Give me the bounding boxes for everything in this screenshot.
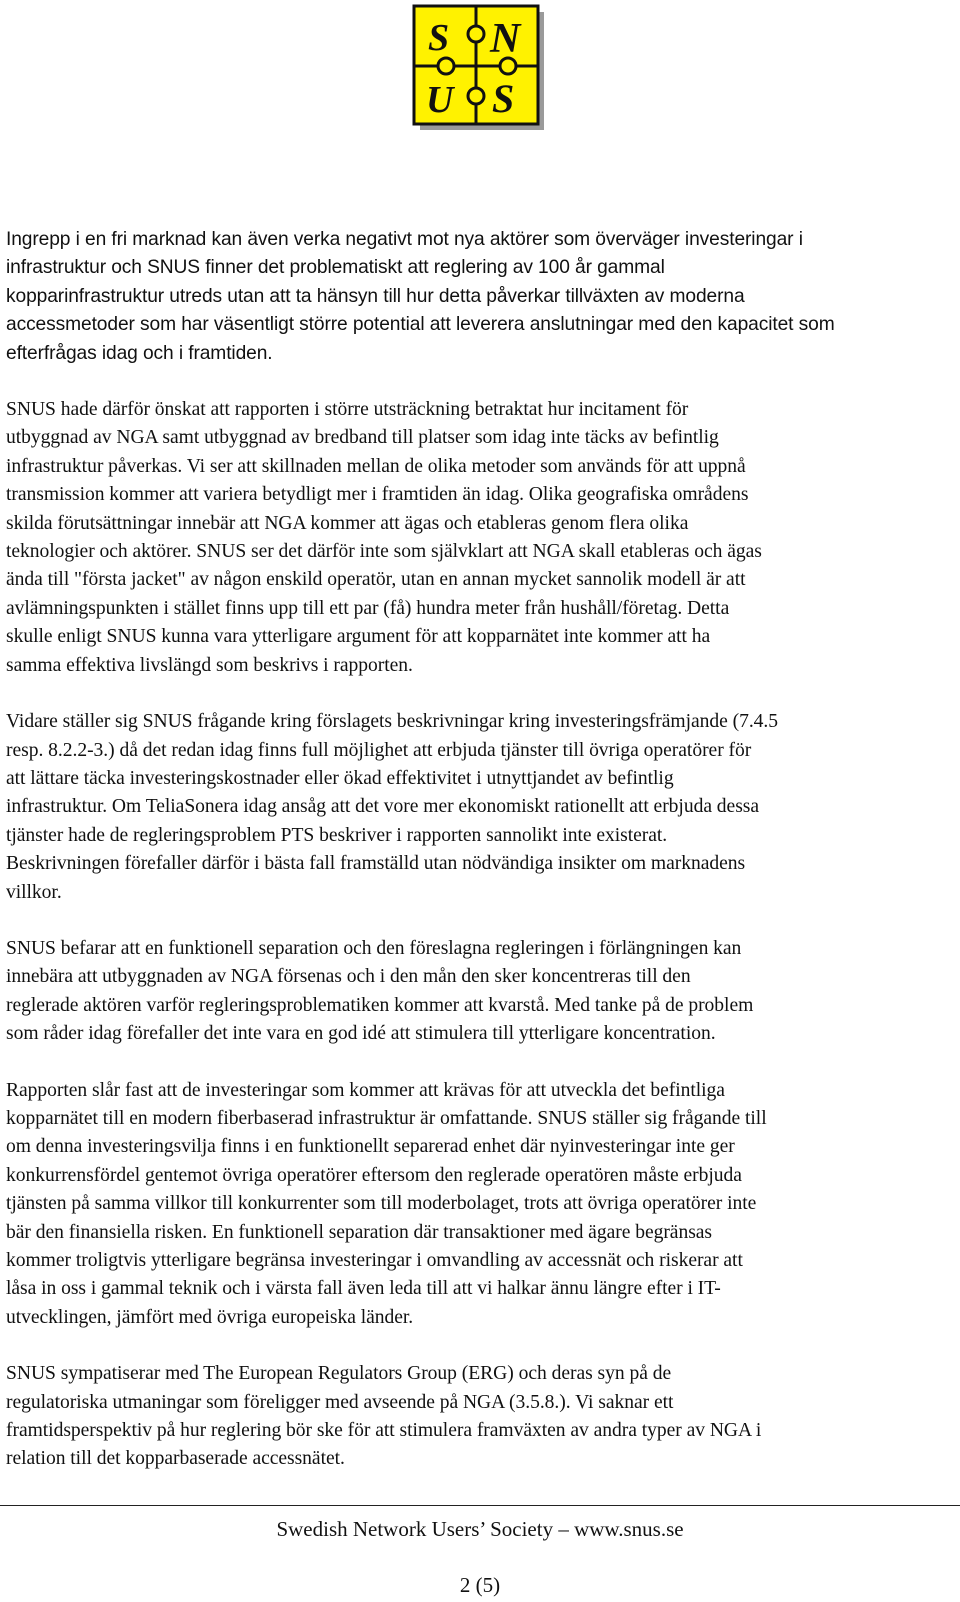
footer-divider (0, 1505, 960, 1506)
paragraph: Rapporten slår fast att de investeringar som kommer att krävas för att utveckla det befintliga kopparnätet till en modern fiberbaserad infrastruktur är omfattande. SNUS ställer sig frågande till om denna investeringsvilja finns i en funktionellt separerad enhet där nyinvesteringar inte ger konkurrensfördel gentemot övriga operatörer eftersom den reglerade operatören måste erbjuda tjänsten på samma villkor till konkurrenter som till moderbolaget, trots att övriga operatörer inte bär den finansiella risken. En funktionell separation där transaktioner med ägare begränsas kommer troligtvis ytterligare begränsa investeringar i omvandling av accessnät och riskerar att låsa in oss i gammal teknik och i värsta fall även leda till att vi halkar ännu längre efter i IT- utvecklingen, jämfört med övriga europeiska länder. (6, 1079, 767, 1328)
paragraph: SNUS befarar att en funktionell separation och den föreslagna regleringen i förlängningen kan innebära att utbyggnaden av NGA försenas och i den mån den sker koncentreras till den reglerade aktören varför regleringsproblematiken kommer att kvarstå. Med tanke på de problem som råder idag förefaller det inte vara en god idé att stimulera till ytterligare koncentration. (6, 937, 754, 1045)
paragraph: SNUS hade därför önskat att rapporten i större utsträckning betraktat hur incitament för utbyggnad av NGA samt utbyggnad av bredband till platser som idag inte täcks av befintlig infrastruktur påverkas. Vi ser att skillnaden mellan de olika metoder som används för att uppnå transmission kommer att variera betydligt mer i framtiden än idag. Olika geografiska områdens skilda förutsättningar innebär att NGA kommer att ägas och etableras genom flera olika teknologier och aktörer. SNUS ser det därför inte som självklart att NGA skall etableras och ägas ända till "första jacket" av någon enskild operatör, utan en annan mycket sannolik modell är att avlämningspunkten i stället finns upp till ett par (få) hundra meter från hushåll/företag. Detta skulle enligt SNUS kunna vara ytterligare argument för att kopparnätet inte kommer att ha samma effektiva livslängd som beskrivs i rapporten. (6, 399, 762, 676)
puzzle-tab (468, 88, 484, 104)
paragraph: Ingrepp i en fri marknad kan även verka negativt mot nya aktörer som överväger investeringar i infrastruktur och SNUS finner det problematiskt att reglering av 100 år gammal kopparinfrastruktur utreds utan att ta hänsyn till hur detta påverkar tillväxten av moderna accessmetoder som har väsentligt större potential att leverera anslutningar med den kapacitet som efterfrågas idag och i framtiden. (6, 229, 835, 364)
logo-letter-s: S (428, 17, 450, 59)
snus-logo (410, 4, 552, 134)
puzzle-tab (468, 26, 484, 42)
letter-body (6, 226, 956, 1474)
logo-letter-s: S (492, 76, 515, 121)
logo-letter-n: N (490, 16, 521, 62)
paragraph: Vidare ställer sig SNUS frågande kring förslagets beskrivningar kring investeringsfrämjande (7.4.5 resp. 8.2.2-3.) då det redan idag finns full möjlighet att erbjuda tjänster till övriga operatörer för att lättare täcka investeringskostnader eller ökad effektivitet i utnyttjandet av befintlig infrastruktur. Om TeliaSonera idag ansåg att det vore mer ekonomiskt rationellt att erbjuda dessa tjänster hade de regleringsproblem PTS beskriver i rapporten sannolikt inte existerat. Beskrivningen förefaller därför i bästa fall framställd utan nödvändiga insikter om marknadens villkor. (6, 711, 779, 903)
puzzle-logo-graphic (410, 4, 552, 134)
logo-letter-u: U (426, 79, 454, 121)
paragraph: SNUS sympatiserar med The European Regulators Group (ERG) och deras syn på de regulatoriska utmaningar som föreligger med avseende på NGA (3.5.8.). Vi saknar ett framtidsperspektiv på hur reglering bör ske för att stimulera framväxten av andra typer av NGA i relation till det kopparbaserade accessnätet. (6, 1363, 762, 1470)
page-number: 2 (5) (459, 1573, 501, 1597)
puzzle-tab (438, 58, 454, 74)
footer-organization: Swedish Network Users’ Society – www.snus.se (276, 1517, 684, 1541)
